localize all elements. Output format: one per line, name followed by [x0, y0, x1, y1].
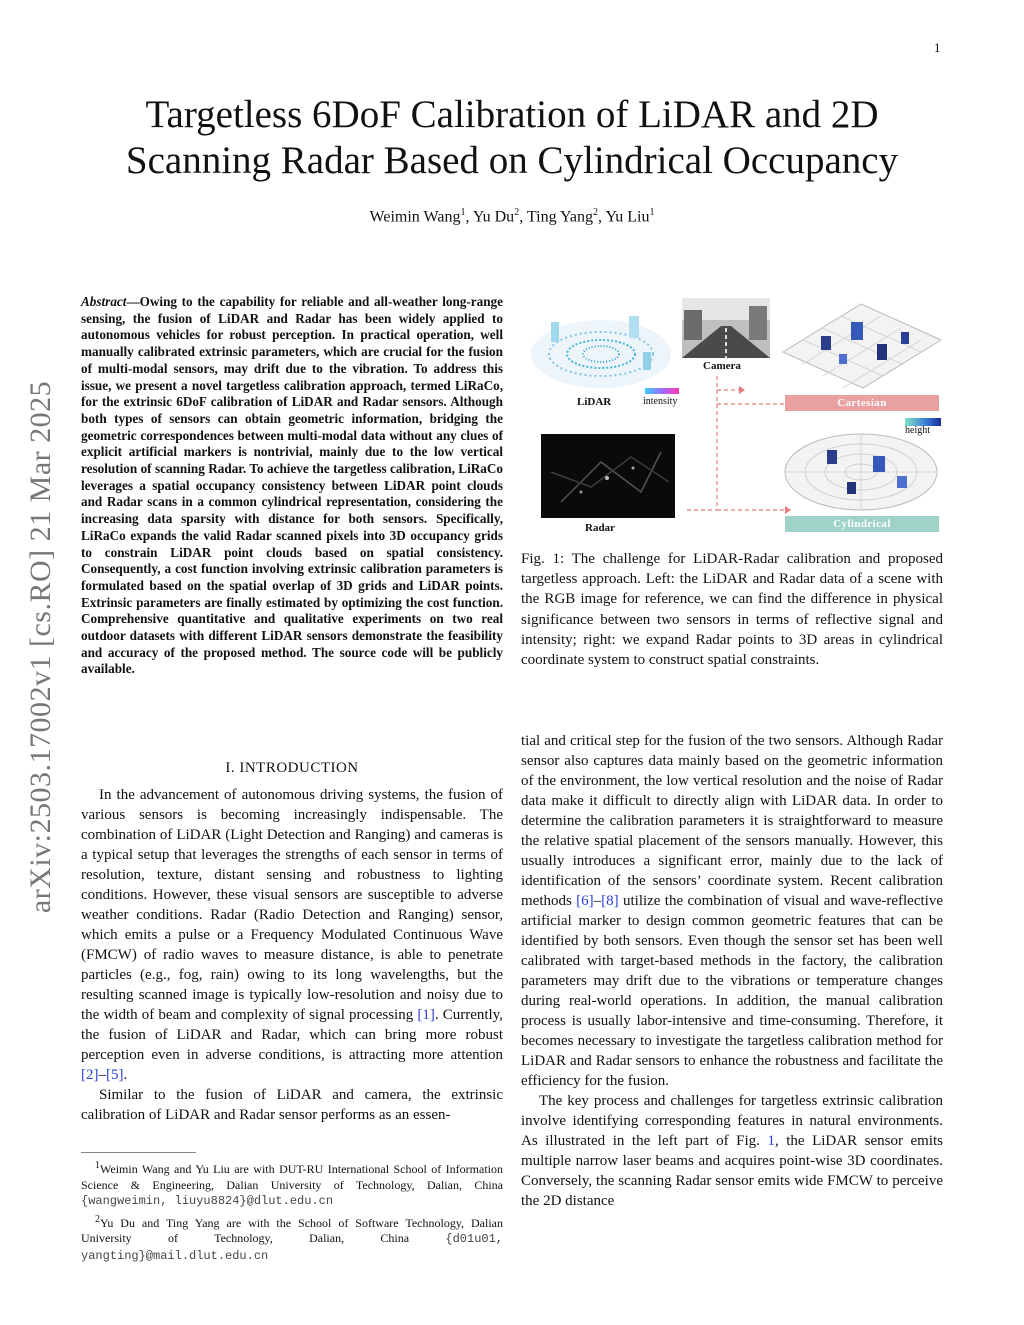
author-name: Yu Liu	[605, 208, 650, 226]
intensity-label: intensity	[643, 396, 678, 407]
text-run: utilize the combination of visual and wave-reflective artificial marker to design common geometric features that can be identified by both sensors. Even though the sensor set has been well calibrated with target-based methods in the factory, the calibration parameters may drift due to the vibrations or temperature changes during real-world operations. In addition, the manual calibration process is usually labor-intensive and time-consuming. Therefore, it becomes necessary to investigate the targetless calibration method for LiDAR and Radar sensors to enhance the robustness and facilitate the efficiency for the fusion.	[521, 893, 943, 1089]
arxiv-watermark	[15, 352, 67, 942]
footnote-mark: 2	[95, 1213, 100, 1225]
email-address: {d01u01, yangting}@mail.dlut.edu.cn	[81, 1232, 503, 1263]
left-column-text	[81, 785, 503, 1125]
paragraph	[521, 731, 943, 1091]
page-number: 1	[934, 40, 941, 55]
abstract	[81, 294, 503, 678]
title-line-1: Targetless 6DoF Calibration of LiDAR and 2D	[145, 93, 879, 136]
author-affiliation: 2	[514, 207, 520, 218]
citation-link[interactable]: [1]	[417, 1007, 435, 1023]
arrow-head	[785, 506, 791, 514]
footnote-rule	[81, 1152, 196, 1153]
camera-label: Camera	[703, 360, 741, 372]
flow-arrows	[687, 376, 785, 510]
arrow-head	[739, 386, 745, 394]
footnote	[81, 1212, 503, 1265]
right-column-text	[521, 731, 943, 1211]
height-label: height	[905, 425, 930, 436]
paragraph: Similar to the fusion of LiDAR and camera, the extrinsic calibration of LiDAR and Radar sensor performs as an essen-	[81, 1087, 503, 1123]
text-run: –	[593, 893, 602, 909]
lidar-label: LiDAR	[577, 396, 612, 408]
citation-link[interactable]: [2]	[81, 1067, 99, 1083]
paper-title	[80, 92, 944, 184]
text-run: The key process and challenges for targetless extrinsic calibration involve identifying corresponding features in natural environments. As illustrated in the left part of Fig.	[521, 1093, 943, 1149]
citation-link[interactable]: [5]	[106, 1067, 124, 1083]
author-name: Weimin Wang	[369, 208, 461, 226]
figure-1	[521, 292, 947, 540]
radar-scan-image	[541, 434, 675, 518]
figure-graphic	[521, 292, 947, 540]
citation-link[interactable]: [8]	[601, 893, 619, 909]
paragraph	[81, 785, 503, 1085]
footnote	[81, 1158, 503, 1210]
author-affiliation: 2	[593, 207, 599, 218]
arxiv-id: arXiv:2503.17002v1 [cs.RO] 21 Mar 2025	[24, 380, 57, 914]
footnote-text: Weimin Wang and Yu Liu are with DUT-RU International School of Information Science & Engineering, Dalian University of Technology, Dalian, China	[81, 1162, 503, 1192]
title-line-2: Scanning Radar Based on Cylindrical Occupancy	[125, 139, 899, 182]
author-name: Ting Yang	[526, 208, 594, 226]
text-run: , the LiDAR sensor emits multiple narrow laser beams and acquires point-wise 3D coordinates. Conversely, the scanning Radar sensor emits wide FMCW to perceive the 2D distance	[521, 1133, 943, 1209]
figure-link[interactable]: 1	[767, 1133, 775, 1149]
cylindrical-band: Cylindrical	[785, 516, 939, 532]
author-name: Yu Du	[472, 208, 515, 226]
cartesian-band: Cartesian	[785, 395, 939, 411]
author-list: Weimin Wang$^1$, Yu Du$^2$, Ting Yang$^2$, Yu Liu$^1$	[369, 207, 655, 226]
radar-label: Radar	[585, 522, 615, 534]
cartesian-grid-plot	[783, 304, 941, 388]
figure-caption: Fig. 1: The challenge for LiDAR-Radar calibration and proposed targetless approach. Left: the LiDAR and Radar data of a scene with the RGB image for reference, we can find the difference in physical significance between two sensors in terms of reflective signal and intensity; right: we expand Radar points to 3D areas in cylindrical coordinate system to construct spatial constraints.	[521, 551, 943, 669]
abstract-lead: Abstract	[81, 294, 127, 309]
author-affiliation: 1	[460, 207, 466, 218]
paragraph	[521, 1091, 943, 1211]
text-run: –	[98, 1067, 106, 1083]
abstract-body: —Owing to the capability for reliable and all-weather long-range sensing, the fusion of LiDAR and Radar has been widely applied to autonomous vehicles for robust perception. In practical operation, well manually calibrated extrinsic parameters, which are crucial for the fusion of multi-modal sensors, may drift due to the vibration. To address this issue, we present a novel targetless calibration approach, termed LiRaCo, for the extrinsic 6DoF calibration of LiDAR and Radar sensors. Although both types of sensors can obtain geometric information, bridging the geometric correspondences between multi-modal data without any clues of explicit artificial markers is nontrivial, mainly due to the low vertical resolution of scanning Radar. To achieve the targetless calibration, LiRaCo leverages a spatial occupancy consistency between LiDAR point clouds and Radar scans in a common cylindrical representation, considering the increasing data sparsity with distance for both sensors. Specifically, LiRaCo expands the valid Radar scanned pixels into 3D occupancy grids to constrain LiDAR point clouds based on spatial consistency. Consequently, a cost function involving extrinsic calibration parameters is formulated based on the spatial overlap of 3D grids and LiDAR points. Extrinsic parameters are finally estimated by optimizing the cost function. Comprehensive quantitative and qualitative experiments on two real outdoor datasets with different LiDAR sensors demonstrate the feasibility and accuracy of the proposed method. The source code will be publicly available.	[81, 294, 503, 677]
lidar-point-cloud	[531, 316, 671, 388]
citation-link[interactable]: [6]	[576, 893, 594, 909]
section-heading: I. INTRODUCTION	[225, 760, 359, 776]
cylindrical-grid-plot	[785, 434, 937, 510]
text-run: tial and critical step for the fusion of the two sensors. Although Radar sensor also captures data mainly based on the geometric information of the environment, the low vertical resolution and the noise of Radar data make it difficult to directly align with LiDAR data. In order to determine the calibration parameters it is straightforward to measure the relative spatial placement of the sensors manually. However, this usually introduces a significant error, mainly due to the lack of identification of the sensors’ coordinate system. Recent calibration methods	[521, 733, 943, 909]
footnote-text: Yu Du and Ting Yang are with the School of Software Technology, Dalian University of Technology, Dalian, China	[81, 1215, 503, 1245]
author-affiliation: 1	[649, 207, 655, 218]
text-run: .	[123, 1067, 128, 1083]
footnotes	[81, 1158, 503, 1266]
footnote-mark: 1	[95, 1160, 100, 1171]
text-run: In the advancement of autonomous driving systems, the fusion of various sensors is becoming increasingly indispensable. The combination of LiDAR (Light Detection and Ranging) and cameras is a typical setup that leverages the strengths of each sensor in terms of resolution, texture, distant sensing and robustness to lighting conditions. However, these visual sensors are susceptible to adverse weather conditions. Radar (Radio Detection and Ranging) sensor, which emits a pulse or a Frequency Modulated Continuous Wave (FMCW) of radio waves to measure distance, is able to penetrate particles (e.g., fog, rain) owing to its long wavelengths, but the resulting scanned image is typically low-resolution and noisy due to the width of beam and complexity of signal processing	[81, 787, 503, 1023]
intensity-colorbar	[645, 388, 679, 394]
text-run: . Currently, the fusion of LiDAR and Radar, which can bring more robust perception even in adverse conditions, is attracting more attention	[81, 1007, 503, 1063]
camera-image	[682, 298, 770, 358]
email-address: {wangweimin, liuyu8824}@dlut.edu.cn	[81, 1194, 334, 1208]
